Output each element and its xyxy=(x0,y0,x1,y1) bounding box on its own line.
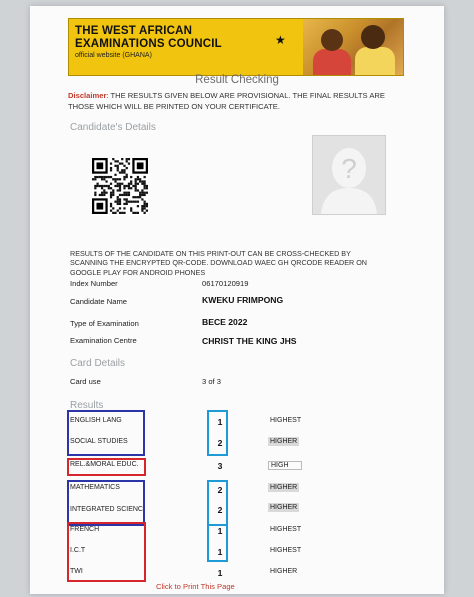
candidate-name-label: Candidate Name xyxy=(70,297,127,306)
result-subject: ENGLISH LANG xyxy=(70,417,122,424)
result-grade: HIGHER xyxy=(270,438,298,445)
disclaimer-label: Disclaimer xyxy=(68,91,107,100)
result-score: 2 xyxy=(217,438,223,448)
result-grade: HIGH xyxy=(268,461,302,470)
exam-centre-label: Examination Centre xyxy=(70,336,137,345)
waec-banner xyxy=(68,18,404,76)
index-number-value: 06170120919 xyxy=(202,279,249,288)
banner-title-line1: THE WEST AFRICAN xyxy=(75,25,193,37)
result-score: 1 xyxy=(217,526,223,536)
result-subject: MATHEMATICS xyxy=(70,484,120,491)
page-title: Result Checking xyxy=(195,74,279,86)
result-score: 1 xyxy=(217,417,223,427)
disclaimer-text: : THE RESULTS GIVEN BELOW ARE PROVISIONAL. THE FINAL RESULTS ARE THOSE WHICH WILL BE PRINTED ON YOUR CERTIFICATE. xyxy=(68,91,385,111)
result-subject: FRENCH xyxy=(70,526,100,533)
print-page-link[interactable]: Click to Print This Page xyxy=(156,582,235,591)
disclaimer xyxy=(68,90,408,112)
qr-code xyxy=(92,158,148,216)
result-grade: HIGHEST xyxy=(270,526,302,533)
result-subject: I.C.T xyxy=(70,547,86,554)
result-subject: SOCIAL STUDIES xyxy=(70,438,128,445)
result-grade: HIGHEST xyxy=(270,417,302,424)
result-subject: INTEGRATED SCIENC xyxy=(70,506,143,513)
result-grade: HIGHER xyxy=(270,568,298,575)
svg-text:?: ? xyxy=(341,153,357,184)
result-score: 1 xyxy=(217,547,223,557)
card-use-label: Card use xyxy=(70,377,101,386)
qr-crosscheck-note: RESULTS OF THE CANDIDATE ON THIS PRINT-OUT CAN BE CROSS-CHECKED BY SCANNING THE ENCRYPTED QR-CODE. DOWNLOAD WAEC GH QRCODE READER ON GOOGLE PLAY FOR ANDROID PHONES xyxy=(70,249,367,277)
candidate-details-heading: Candidate's Details xyxy=(70,122,156,133)
result-subject: TWI xyxy=(70,568,83,575)
index-number-label: Index Number xyxy=(70,279,118,288)
results-heading: Results xyxy=(70,400,104,411)
candidate-photo-placeholder xyxy=(312,135,386,215)
result-score: 3 xyxy=(217,461,223,471)
result-grade: HIGHER xyxy=(270,504,298,511)
result-page xyxy=(30,6,444,594)
avatar-icon xyxy=(313,136,385,214)
banner-children-image xyxy=(303,19,403,75)
exam-centre-value: CHRIST THE KING JHS xyxy=(202,336,297,346)
banner-title-line2: EXAMINATIONS COUNCIL xyxy=(75,38,222,50)
star-icon: ★ xyxy=(275,33,286,47)
result-score: 2 xyxy=(217,505,223,515)
card-use-value: 3 of 3 xyxy=(202,377,221,386)
exam-type-label: Type of Examination xyxy=(70,319,139,328)
card-details-heading: Card Details xyxy=(70,358,126,369)
result-score: 2 xyxy=(217,485,223,495)
result-grade: HIGHEST xyxy=(270,547,302,554)
result-grade: HIGHER xyxy=(270,484,298,491)
exam-type-value: BECE 2022 xyxy=(202,317,248,327)
result-subject: REL.&MORAL EDUC. xyxy=(70,461,139,468)
banner-subtitle: official website (GHANA) xyxy=(75,52,152,59)
candidate-name-value: KWEKU FRIMPONG xyxy=(202,295,284,305)
result-score: 1 xyxy=(217,568,223,578)
